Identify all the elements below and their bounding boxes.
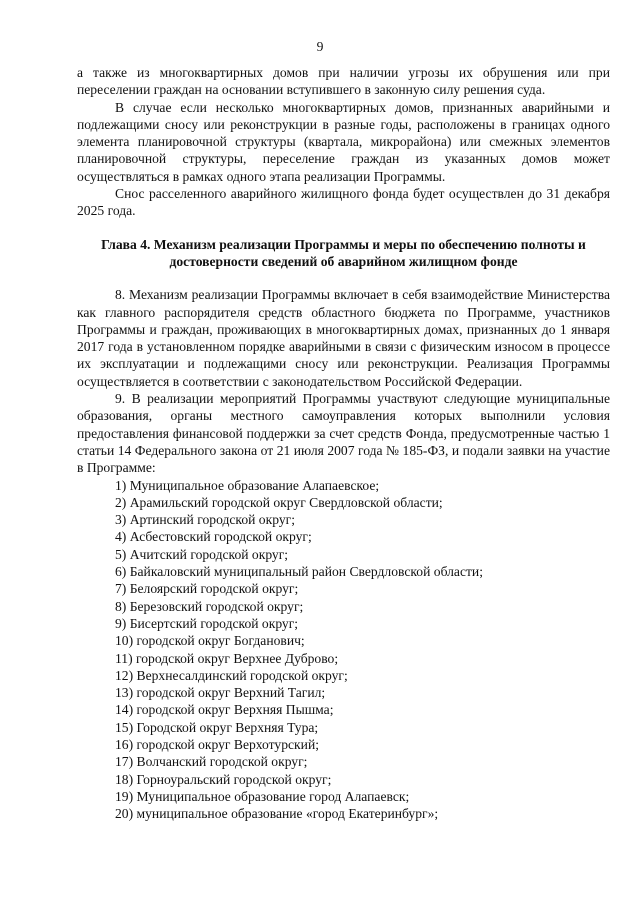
municipality-list-item: 12) Верхнесалдинский городской округ; [115, 667, 348, 683]
municipality-list-item: 18) Горноуральский городской округ; [115, 771, 332, 787]
municipality-list-item: 6) Байкаловский муниципальный район Свердловской области; [115, 564, 483, 580]
paragraph-continuation: а также из многоквартирных домов при наличии угрозы их обрушения или при переселении граждан на основании вступившего в законную силу решения суда. [77, 65, 610, 98]
municipality-list-item: 16) городской округ Верхотурский; [115, 736, 319, 752]
municipality-list [77, 477, 610, 823]
municipality-list-item: 8) Березовский городской округ; [115, 598, 304, 614]
municipality-list-item: 5) Ачитский городской округ; [115, 546, 289, 562]
municipality-list-item: 4) Асбестовский городской округ; [115, 529, 312, 545]
municipality-list-item: 17) Волчанский городской округ; [115, 754, 308, 770]
municipality-list-item: 9) Бисертский городской округ; [115, 615, 299, 631]
chapter-heading: Глава 4. Механизм реализации Программы и меры по обеспечению полноты и достоверности сведений об аварийном жилищном фонде [101, 236, 586, 269]
page-content [77, 64, 610, 822]
municipality-list-item: 7) Белоярский городской округ; [115, 581, 299, 597]
municipality-list-item: 11) городской округ Верхнее Дуброво; [115, 650, 339, 666]
paragraph-section-8: 8. Механизм реализации Программы включает в себя взаимодействие Министерства как главного распорядителя средств областного бюджета по Программе, участников Программы и граждан, проживающих в многоквартирных домах, признанных до 1 января 2017 года в установленном порядке аварийными в связи с физическим износом в процессе их эксплуатации и подлежащими сносу или реконструкции. Реализация Программы осуществляется в соответствии с законодательством Российской Федерации. [77, 287, 610, 389]
paragraph-section-9: 9. В реализации мероприятий Программы участвуют следующие муниципальные образования, органы местного самоуправления которых выполнили условия предоставления финансовой поддержки за счет средств Фонда, предусмотренные частью 1 статьи 14 Федерального закона от 21 июля 2007 года № 185-ФЗ, и подали заявки на участие в Программе: [77, 391, 610, 476]
paragraph-resettlement-stage: В случае если несколько многоквартирных домов, признанных аварийными и подлежащими сносу или реконструкции в разные годы, расположены в границах одного элемента планировочной структуры (квартала, микрорайона) или смежных элементов планировочной структуры, переселение граждан из указанных домов может осуществляться в рамках одного этапа реализации Программы. [77, 99, 610, 184]
municipality-list-item: 19) Муниципальное образование город Алапаевск; [115, 788, 410, 804]
municipality-list-item: 1) Муниципальное образование Алапаевское; [115, 477, 380, 493]
municipality-list-item: 10) городской округ Богданович; [115, 633, 305, 649]
municipality-list-item: 13) городской округ Верхний Тагил; [115, 685, 326, 701]
paragraph-demolition-deadline: Снос расселенного аварийного жилищного фонда будет осуществлен до 31 декабря 2025 года. [77, 186, 610, 219]
municipality-list-item: 15) Городской округ Верхняя Тура; [115, 719, 319, 735]
page-number: 9 [316, 39, 324, 54]
municipality-list-item: 20) муниципальное образование «город Екатеринбург»; [115, 806, 439, 822]
municipality-list-item: 3) Артинский городской округ; [115, 512, 295, 528]
municipality-list-item: 14) городской округ Верхняя Пышма; [115, 702, 334, 718]
municipality-list-item: 2) Арамильский городской округ Свердловской области; [115, 494, 443, 510]
